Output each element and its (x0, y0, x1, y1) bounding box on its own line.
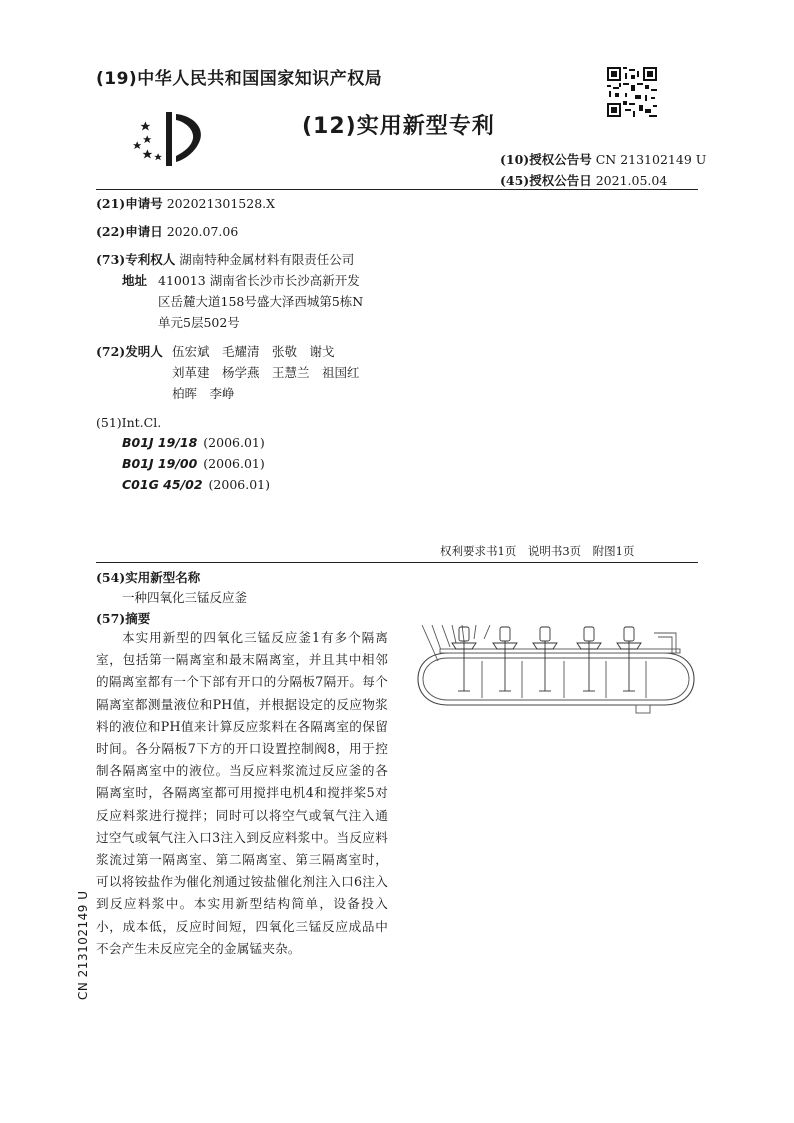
application-number (96, 193, 275, 214)
header-divider (96, 189, 698, 190)
ipc-code: C01G 45/02 (122, 477, 203, 492)
ipc-entry (122, 432, 265, 453)
ipc-version: (2006.01) (203, 435, 265, 450)
ipc-entry (122, 453, 265, 474)
document-type: (12)实用新型专利 (302, 114, 495, 139)
address-label-text: 地址 (122, 273, 148, 288)
title-label-text: (54)实用新型名称 (96, 570, 201, 585)
ipc-entry (122, 474, 270, 495)
address-line: 410013 湖南省长沙市长沙高新开发 (158, 273, 360, 288)
abstract-text: 本实用新型的四氧化三锰反应釜1有多个隔离室，包括第一隔离室和最末隔离室，并且其中相邻的隔离室都有一个下部有开口的分隔板7隔开。每个隔离室都测量液位和PH值，并根据设定的反应物浆料的液位和PH值来计算反应浆料在各隔离室的保留时间。各分隔板7下方的开口设置控制阀8，用于控制各隔离室中的液位。当反应料浆流过反应釜的各隔离室时，各隔离室都可用搅拌电机4和搅拌桨5对反应料浆进行搅拌；同时可以将空气或氧气注入通过空气或氧气注入口3注入到反应料浆中。当反应料浆流过第一隔离室、第二隔离室、第三隔离室时，可以将铵盐作为催化剂通过铵盐催化剂注入口6注入到反应料浆中。本实用新型结构简单，设备投入小，成本低，反应时间短，四氧化三锰反应成品中不会产生未反应完全的金属锰夹杂。 (96, 630, 388, 956)
section-divider (96, 562, 698, 563)
address-line: 单元5层502号 (158, 315, 240, 330)
inventor-line: 刘革建 杨学燕 王慧兰 祖国红 (172, 365, 360, 380)
ipc-code: B01J 19/00 (122, 456, 198, 471)
side-publication-number-text: CN 213102149 U (76, 890, 90, 1000)
patentee-label: (73)专利权人 (96, 252, 176, 267)
page-count-info: 权利要求书1页 说明书3页 附图1页 (440, 544, 635, 558)
cnipa-emblem-icon (132, 108, 210, 170)
publication-number (500, 150, 706, 168)
publication-date-value: 2021.05.04 (595, 173, 668, 188)
ipc-label: (51)Int.Cl. (96, 415, 162, 430)
ipc-code: B01J 19/18 (122, 435, 198, 450)
publication-number-value: CN 213102149 U (595, 152, 707, 167)
inventor-line: 柏晖 李峥 (172, 386, 235, 401)
address-line: 区岳麓大道158号盛大泽西城第5栋N (158, 294, 364, 309)
inventor-line: 伍宏斌 毛耀清 张敬 谢戈 (172, 344, 335, 359)
ipc-version: (2006.01) (208, 477, 270, 492)
address-label (122, 270, 147, 291)
side-publication-number (74, 890, 92, 1000)
application-date-value: 2020.07.06 (166, 224, 239, 239)
title-label (96, 567, 200, 588)
issuing-office: (19)中华人民共和国国家知识产权局 (96, 69, 383, 89)
utility-model-title: 一种四氧化三锰反应釜 (122, 590, 248, 605)
publication-number-label: (10)授权公告号 (500, 152, 592, 167)
application-date-label: (22)申请日 (96, 224, 163, 239)
application-number-label: (21)申请号 (96, 196, 163, 211)
patentee-value: 湖南特种金属材料有限责任公司 (179, 252, 355, 267)
abstract-label-text: (57)摘要 (96, 611, 151, 626)
ipc-version: (2006.01) (203, 456, 265, 471)
publication-date (500, 171, 667, 189)
application-date (96, 221, 238, 242)
inventors-label (96, 341, 163, 362)
qr-code-icon (607, 67, 657, 117)
application-number-value: 202021301528.X (166, 196, 276, 211)
abstract-label (96, 608, 150, 629)
reactor-drawing (414, 603, 704, 723)
inventors-label-text: (72)发明人 (96, 344, 163, 359)
publication-date-label: (45)授权公告日 (500, 173, 592, 188)
patentee (96, 249, 354, 270)
